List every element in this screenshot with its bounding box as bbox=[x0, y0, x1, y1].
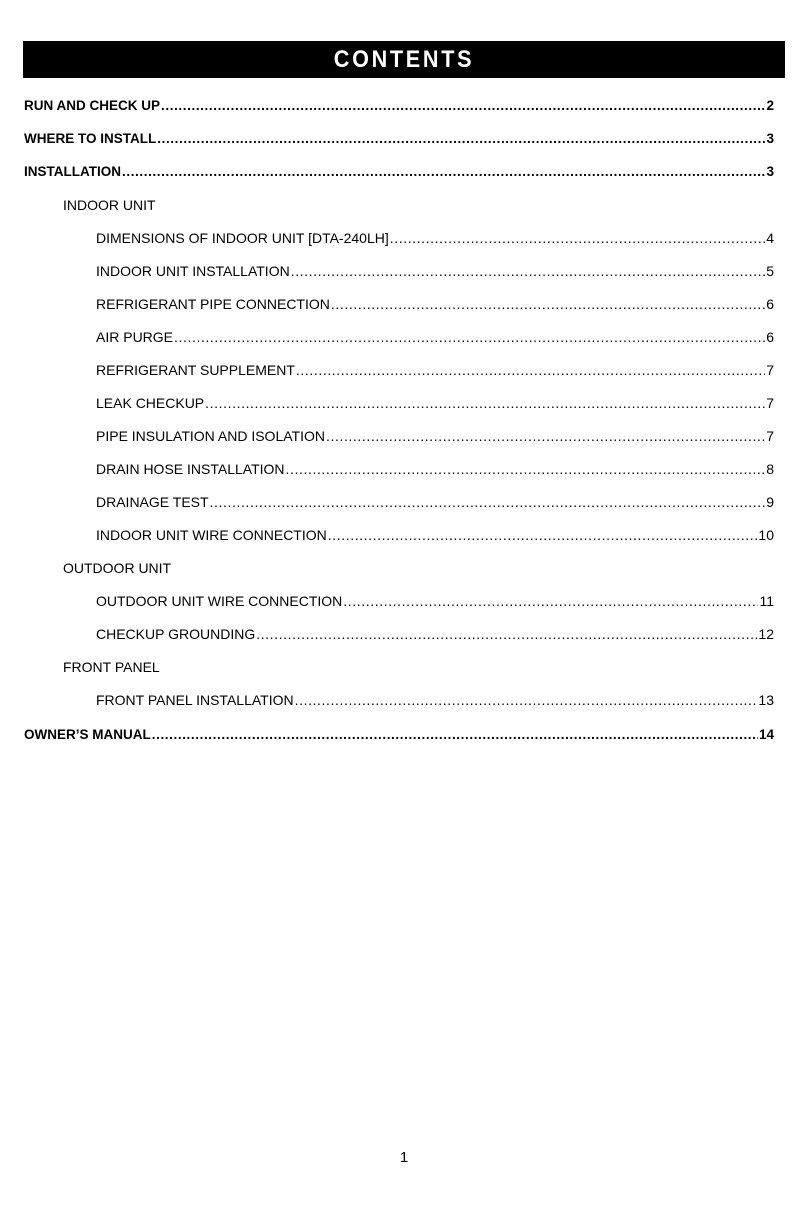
toc-entry-pipe-insulation[interactable] bbox=[96, 426, 774, 446]
toc-dot-leader bbox=[291, 261, 766, 281]
toc-entry-indoor-unit-wire-connection[interactable] bbox=[96, 525, 774, 545]
toc-entry-label: AIR PURGE bbox=[96, 329, 174, 345]
toc-entry-page: 14 bbox=[758, 727, 774, 742]
section-heading-front-panel: FRONT PANEL bbox=[63, 659, 160, 675]
toc-entry-label: DRAIN HOSE INSTALLATION bbox=[96, 461, 285, 477]
toc-dot-leader bbox=[122, 162, 765, 182]
toc-entry-label: PIPE INSULATION AND ISOLATION bbox=[96, 428, 325, 444]
toc-entry-label: INDOOR UNIT WIRE CONNECTION bbox=[96, 527, 327, 543]
toc-entry-label: FRONT PANEL INSTALLATION bbox=[96, 692, 294, 708]
toc-entry-label: INSTALLATION bbox=[24, 164, 121, 179]
toc-entry-page: 8 bbox=[766, 461, 774, 477]
section-heading-indoor-unit: INDOOR UNIT bbox=[63, 197, 156, 213]
toc-entry-label: OUTDOOR UNIT WIRE CONNECTION bbox=[96, 593, 343, 609]
toc-dot-leader bbox=[174, 327, 765, 347]
toc-entry-page: 9 bbox=[766, 494, 774, 510]
toc-entry-page: 3 bbox=[766, 131, 774, 146]
toc-entry-label: DRAINAGE TEST bbox=[96, 494, 209, 510]
page-number: 1 bbox=[399, 1149, 409, 1166]
toc-entry-page: 4 bbox=[766, 230, 774, 246]
toc-entry-page: 10 bbox=[758, 527, 774, 543]
toc-entry-label: OWNER’S MANUAL bbox=[24, 727, 151, 742]
toc-dot-leader bbox=[161, 96, 765, 116]
toc-entry-outdoor-unit-wire-connection[interactable] bbox=[96, 591, 774, 611]
toc-entry-page: 5 bbox=[766, 263, 774, 279]
toc-entry-label: DIMENSIONS OF INDOOR UNIT [DTA-240LH] bbox=[96, 230, 389, 246]
toc-dot-leader bbox=[210, 492, 766, 512]
toc-entry-page: 2 bbox=[766, 98, 774, 113]
toc-entry-leak-checkup[interactable] bbox=[96, 393, 774, 413]
toc-entry-page: 3 bbox=[766, 164, 774, 179]
section-heading-outdoor-unit: OUTDOOR UNIT bbox=[63, 560, 172, 576]
toc-entry-page: 7 bbox=[766, 362, 774, 378]
toc-dot-leader bbox=[296, 360, 765, 380]
toc-entry-checkup-grounding[interactable] bbox=[96, 624, 774, 644]
toc-dot-leader bbox=[295, 690, 758, 710]
toc-entry-page: 7 bbox=[766, 428, 774, 444]
toc-entry-label: REFRIGERANT SUPPLEMENT bbox=[96, 362, 295, 378]
toc-entry-page: 11 bbox=[759, 593, 774, 609]
toc-dot-leader bbox=[390, 228, 765, 248]
toc-entry-label: REFRIGERANT PIPE CONNECTION bbox=[96, 296, 330, 312]
toc-entry-label: CHECKUP GROUNDING bbox=[96, 626, 256, 642]
toc-entry-indoor-unit-installation[interactable] bbox=[96, 261, 774, 281]
page-title: CONTENTS bbox=[333, 45, 475, 73]
toc-dot-leader bbox=[343, 591, 758, 611]
toc-entry-page: 6 bbox=[766, 296, 774, 312]
toc-entry-page: 13 bbox=[758, 692, 774, 708]
toc-dot-leader bbox=[157, 129, 765, 149]
toc-entry-air-purge[interactable] bbox=[96, 327, 774, 347]
toc-entry-drainage-test[interactable] bbox=[96, 492, 774, 512]
toc-dot-leader bbox=[205, 393, 765, 413]
toc-dot-leader bbox=[286, 459, 766, 479]
toc-entry-drain-hose-installation[interactable] bbox=[96, 459, 774, 479]
toc-entry-refrigerant-pipe-connection[interactable] bbox=[96, 294, 774, 314]
toc-entry-page: 7 bbox=[766, 395, 774, 411]
toc-entry-owners-manual[interactable] bbox=[24, 725, 774, 745]
toc-entry-front-panel-installation[interactable] bbox=[96, 690, 774, 710]
toc-entry-page: 6 bbox=[766, 329, 774, 345]
toc-entry-label: LEAK CHECKUP bbox=[96, 395, 205, 411]
toc-entry-label: WHERE TO INSTALL bbox=[24, 131, 157, 146]
toc-entry-page: 12 bbox=[758, 626, 774, 642]
toc-dot-leader bbox=[328, 525, 758, 545]
toc-entry-where-to-install[interactable] bbox=[24, 129, 774, 149]
toc-entry-label: INDOOR UNIT INSTALLATION bbox=[96, 263, 290, 279]
toc-entry-run-and-check-up[interactable] bbox=[24, 96, 774, 116]
toc-entry-refrigerant-supplement[interactable] bbox=[96, 360, 774, 380]
toc-dot-leader bbox=[326, 426, 765, 446]
toc-entry-label: RUN AND CHECK UP bbox=[24, 98, 161, 113]
toc-dot-leader bbox=[152, 725, 758, 745]
toc-entry-dimensions[interactable] bbox=[96, 228, 774, 248]
toc-dot-leader bbox=[331, 294, 765, 314]
toc-entry-installation[interactable] bbox=[24, 162, 774, 182]
toc-dot-leader bbox=[256, 624, 757, 644]
